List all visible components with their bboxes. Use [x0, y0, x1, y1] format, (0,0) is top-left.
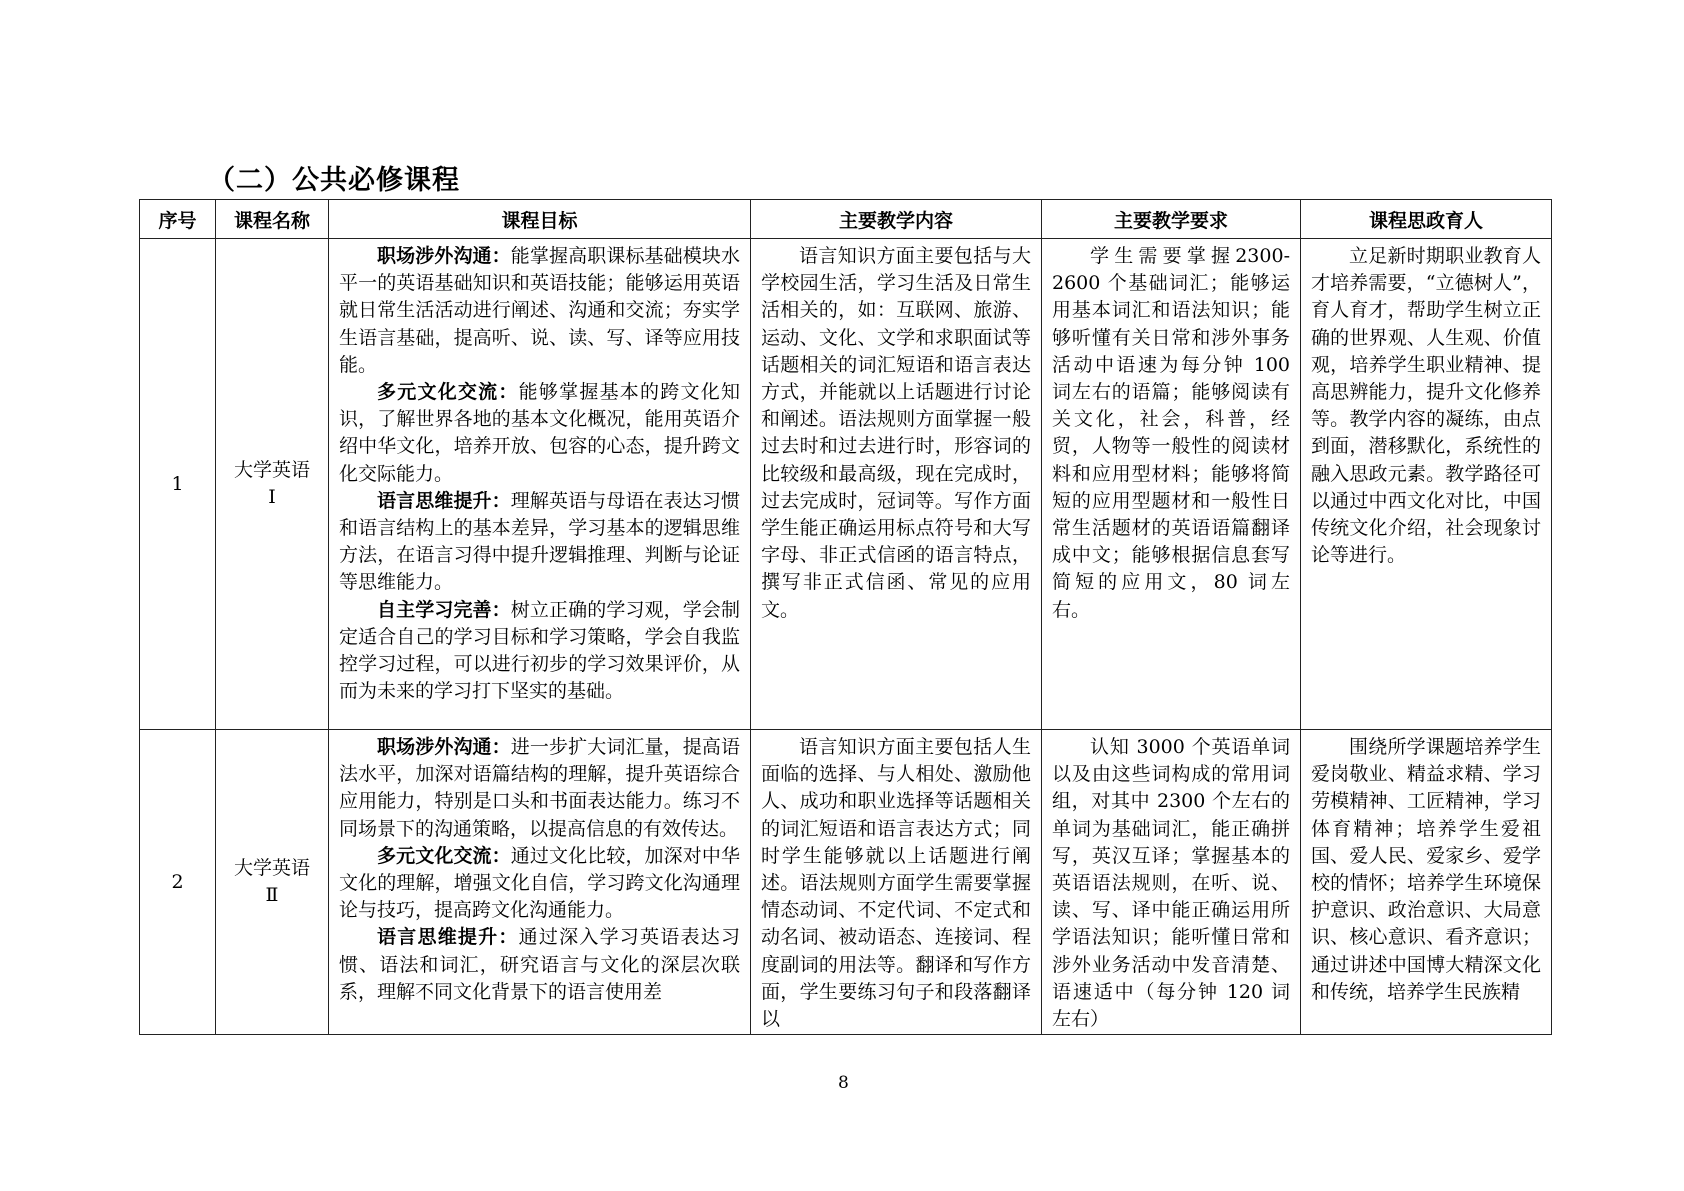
requirements-cell [1042, 239, 1301, 730]
requirements-text: 认知 3000 个英语单词以及由这些词构成的常用词组，对其中 2300 个左右的单词为基础词汇，能正确拼写，英汉互译；掌握基本的英语语法规则，在听、说、读、写、译中能正确运用所学语法知识；能听懂日常和涉外业务活动中发音清楚、语速适中（每分钟 120 词左右） [1052, 736, 1290, 1031]
content-text: 语言知识方面主要包括与大学校园生活，学习生活及日常生活相关的，如：互联网、旅游、运动、文化、文学和求职面试等话题相关的词汇短语和语言表达方式，并能就以上话题进行讨论和阐述。语法规则方面掌握一般过去时和过去进行时，形容词的比较级和最高级，现在完成时，过去完成时，冠词等。写作方面学生能正确运用标点符号和大写字母、非正式信函的语言特点，撰写非正式信函、常见的应用文。 [761, 245, 1031, 621]
table-header-row [140, 200, 1552, 239]
goal-paragraph [339, 924, 740, 1006]
goal-paragraph [339, 488, 740, 597]
header-no: 序号 [140, 200, 216, 239]
table-row [140, 730, 1552, 1035]
goal-label: 自主学习完善： [377, 598, 511, 621]
goal-paragraph [339, 843, 740, 925]
header-content: 主要教学内容 [751, 200, 1042, 239]
content-cell [751, 239, 1042, 730]
goal-label: 多元文化交流： [377, 381, 519, 404]
requirements-text: 学生需要掌握2300-2600 个基础词汇；能够运用基本词汇和语法知识；能够听懂有关日常和涉外事务活动中语速为每分钟 100 词左右的语篇；能够阅读有关文化，社会，科普，经贸，人物等一般性的阅读材料和应用型材料；能够将简短的应用型题材和一般性日常生活题材的英语语篇翻译成中文；能够根据信息套写简短的应用文，80 词左右。 [1052, 245, 1290, 621]
goal-paragraph [339, 597, 740, 706]
goal-text: 理解英语与母语在表达习惯和语言结构上的基本差异，学习基本的逻辑思维方法，在语言习得中提升逻辑推理、判断与论证等思维能力。 [339, 489, 740, 594]
header-course-name: 课程名称 [216, 200, 329, 239]
goal-text: 通过深入学习英语表达习惯、语法和词汇，研究语言与文化的深层次联系，理解不同文化背景下的语言使用差 [339, 926, 740, 1003]
ideology-text: 立足新时期职业教育人才培养需要，“立德树人”，育人育才，帮助学生树立正确的世界观、人生观、价值观，培养学生职业精神、提高思辨能力，提升文化修养等。教学内容的凝练，由点到面，潜移默化，系统性的融入思政元素。教学路径可以通过中西文化对比，中国传统文化介绍，社会现象讨论等进行。 [1311, 245, 1541, 567]
ideology-text: 围绕所学课题培养学生爱岗敬业、精益求精、学习劳模精神、工匠精神，学习体育精神；培养学生爱祖国、爱人民、爱家乡、爱学校的情怀；培养学生环境保护意识、政治意识、大局意识、核心意识、看齐意识；通过讲述中国博大精深文化和传统，培养学生民族精 [1311, 736, 1541, 1003]
requirements-cell [1042, 730, 1301, 1035]
course-name [216, 730, 329, 1035]
goal-paragraph [339, 243, 740, 379]
content-cell [751, 730, 1042, 1035]
goal-label: 职场涉外沟通： [377, 736, 511, 758]
section-title: （二）公共必修课程 [208, 165, 460, 196]
goal-label: 语言思维提升： [377, 489, 511, 512]
page-number: 8 [838, 1073, 849, 1093]
goals-cell [329, 730, 751, 1035]
goal-text: 进一步扩大词汇量，提高语法水平，加深对语篇结构的理解，提升英语综合应用能力，特别是口头和书面表达能力。练习不同场景下的沟通策略，以提高信息的有效传达。 [339, 736, 740, 840]
course-level: Ⅰ [268, 486, 276, 508]
goal-paragraph [339, 734, 740, 843]
ideology-cell [1301, 730, 1552, 1035]
goal-text: 树立正确的学习观，学会制定适合自己的学习目标和学习策略，学会自我监控学习过程，可以进行初步的学习效果评价，从而为未来的学习打下坚实的基础。 [339, 598, 740, 703]
header-requirements: 主要教学要求 [1042, 200, 1301, 239]
goal-paragraph [339, 379, 740, 488]
goal-label: 多元文化交流： [377, 844, 511, 867]
header-goals: 课程目标 [329, 200, 751, 239]
course-name-text: 大学英语 [233, 459, 310, 481]
goal-text: 能掌握高职课标基础模块水平一的英语基础知识和英语技能；能够运用英语就日常生活活动进行阐述、沟通和交流；夯实学生语言基础，提高听、说、读、写、译等应用技能。 [339, 245, 740, 376]
header-ideology: 课程思政育人 [1301, 200, 1552, 239]
content-text: 语言知识方面主要包括人生面临的选择、与人相处、激励他人、成功和职业选择等话题相关的词汇短语和语言表达方式；同时学生能够就以上话题进行阐述。语法规则方面学生需要掌握情态动词、不定代词、不定式和动名词、被动语态、连接词、程度副词的用法等。翻译和写作方面，学生要练习句子和段落翻译以 [761, 736, 1031, 1031]
ideology-cell [1301, 239, 1552, 730]
goals-cell [329, 239, 751, 730]
table-row [140, 239, 1552, 730]
goal-text: 能够掌握基本的跨文化知识，了解世界各地的基本文化概况，能用英语介绍中华文化，培养开放、包容的心态，提升跨文化交际能力。 [339, 381, 740, 485]
course-table [139, 199, 1552, 1035]
course-name [216, 239, 329, 730]
course-name-text: 大学英语 [233, 857, 310, 879]
goal-label: 职场涉外沟通： [377, 245, 511, 267]
goal-text: 通过文化比较，加深对中华文化的理解，增强文化自信，学习跨文化沟通理论与技巧，提高跨文化沟通能力。 [339, 844, 740, 922]
course-level: Ⅱ [265, 884, 279, 906]
row-number: 1 [140, 239, 216, 730]
goal-label: 语言思维提升： [377, 926, 519, 949]
row-number: 2 [140, 730, 216, 1035]
